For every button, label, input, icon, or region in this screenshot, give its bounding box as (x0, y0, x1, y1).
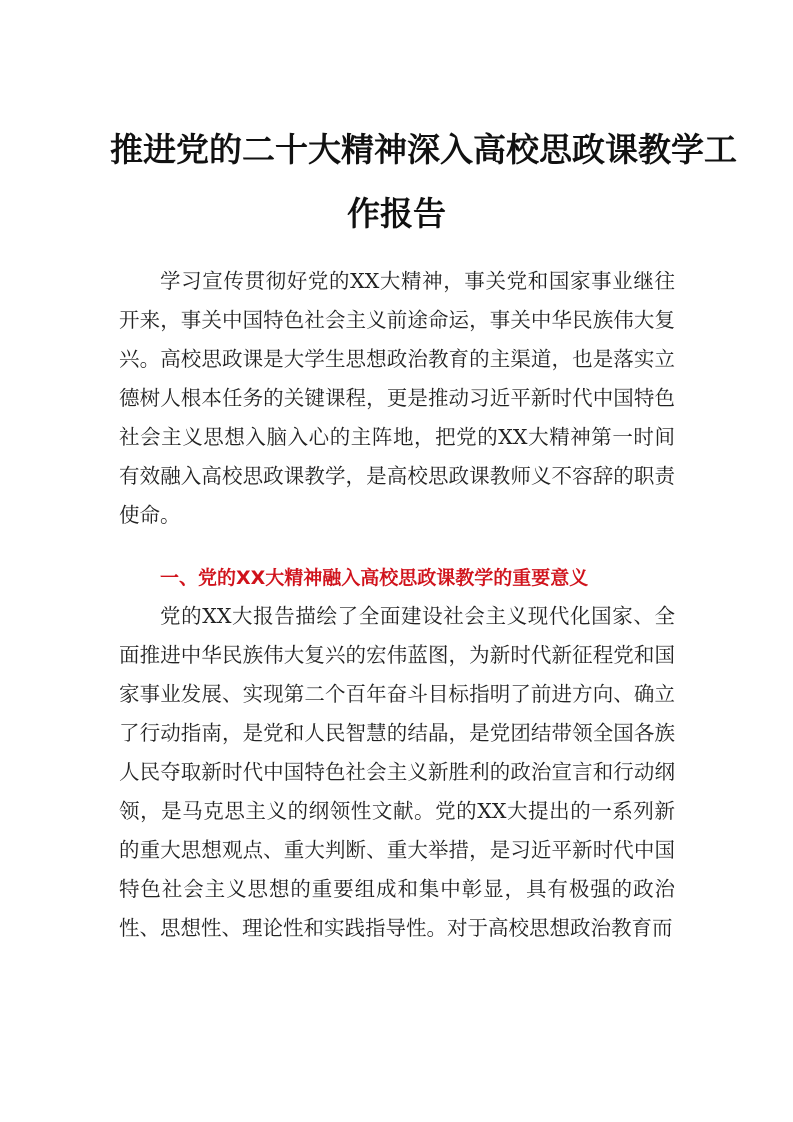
document-title-line-2: 作报告 (347, 194, 446, 233)
document-title-line-1: 推进党的二十大精神深入高校思政课教学工 (110, 130, 737, 169)
section-paragraph: 党的XX大报告描绘了全面建设社会主义现代化国家、全面推进中华民族伟大复兴的宏伟蓝图，为新时代新征程党和国家事业发展、实现第二个百年奋斗目标指明了前进方向、确立了行动指南，是党和人民智慧的结晶，是党团结带领全国各族人民夺取新时代中国特色社会主义新胜利的政治宣言和行动纲领，是马克思主义的纲领性文献。党的XX大提出的一系列新的重大思想观点、重大判断、重大举措，是习近平新时代中国特色社会主义思想的重要组成和集中彰显，具有极强的政治性、思想性、理论性和实践指导性。对于高校思想政治教育而 (119, 604, 675, 940)
section-heading: 一、党的XX大精神融入高校思政课教学的重要意义 (160, 567, 589, 589)
intro-paragraph: 学习宣传贯彻好党的XX大精神，事关党和国家事业继往开来，事关中国特色社会主义前途命运，事关中华民族伟大复兴。高校思政课是大学生思想政治教育的主渠道，也是落实立德树人根本任务的关键课程，更是推动习近平新时代中国特色社会主义思想入脑入心的主阵地，把党的XX大精神第一时间有效融入高校思政课教学，是高校思政课教师义不容辞的职责使命。 (119, 269, 675, 527)
